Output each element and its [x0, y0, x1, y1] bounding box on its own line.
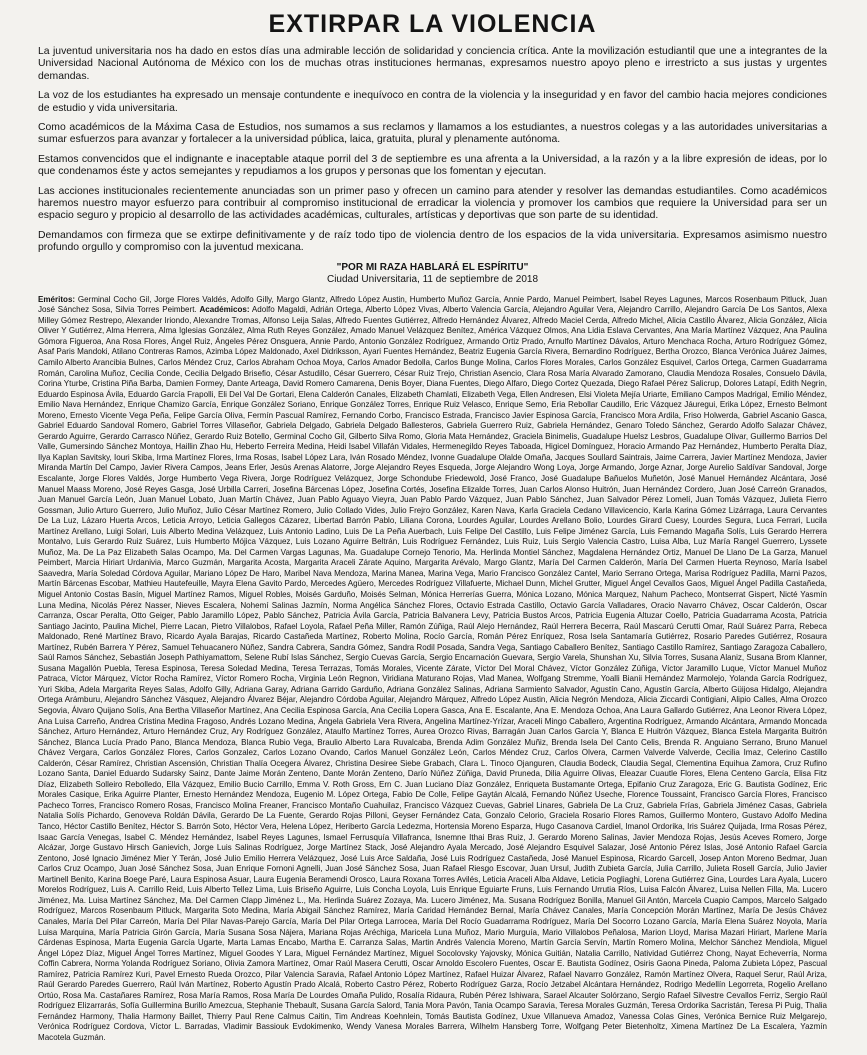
paragraph: Demandamos con firmeza que se extirpe definitivamente y de raíz todo tipo de violencia dentro de los espacios de la vida universitaria. Expresamos asimismo nuestro profundo orgullo y compromiso con la juventud mexicana. — [38, 229, 827, 254]
emeritos-label: Eméritos: — [38, 294, 76, 304]
paragraph: La juventud universitaria nos ha dado en estos días una admirable lección de solidaridad y conciencia crítica. Ante la movilización estudiantil que une a integrantes de la Universidad Nacional Autónoma de México con los de muchas otras instituciones hermanas, expresamos nuestro apoyo pleno e irrestricto a sus justas y urgentes demandas. — [38, 46, 827, 82]
emeritos-names: Germinal Cocho Gil, Jorge Flores Valdés, Adolfo Gilly, Margo Glantz, Alfredo López Austin, Humberto Muñoz García, Annie Pardo, Manuel Peimbert, Isabel Reyes Lagunes, Marcos Rosenbaum Pitluck, Juan José Sánchez Sosa, Silvia Torres Peimbert. — [38, 294, 827, 315]
signatories-list — [38, 295, 827, 1055]
academicos-names: Adolfo Magaldi, Adrián Ortega, Alberto López Vivas, Alberto Valencia García, Alejandro Aguilar Vera, Alejandro Carrillo, Alejandro García De Los Santos, Alexa Milley Gómez Restrepo, Alexander Iriondo, Alexandre Tromas, Alfonso Leija Salas, Alfredo Fuentes Gutiérrez, Alfredo Hernández Álvarez, Alfredo Maciel Cerda, Alfredo Michel, Alicia Castillo Álvarez, Alicia González, Alicia Oliver Y Gutiérrez, Alma Herrera, Alma Iglesias González, Alma Ruth Reyes González, Amado Manuel Velázquez Benítez, América Vázquez Olmos, Ana Lidia Eslava Cervantes, Ana María Martínez Vázquez, Ana Paulina Gómora Figueroa, Ana Rosa Flores, Ángel Ruiz, Ángeles Pérez Onsguera, Annie Pardo, Antonio González Rodríguez, Armando Ortiz Prado, Arnulfo Martínez Dávalos, Arturo Menchaca Rocha, Arturo Rodríguez Gómez, Asaf Paris Mandoki, Atilano Contreras Ramos, Azimba López Maldonado, Axel Didriksson, Ayari Fuentes Hernández, Beatriz Eugenia García Rivera, Bernardino Rodríguez, Bertha Orozco, Blanca Verónica Juárez Jaimes, Camilo Alberto Arancibia Bulnes, Carlos Méndez Cruz, Carlos Abraham Ochoa Moya, Carlos Amador Bedolla, Carlos Bunge Molina, Carlos Flores Morales, Carlos González Esquivel, Carlos Ortega, Carmen Guadarrama Román, Carolina Muñoz, Cecilia Conde, Cecilia Delgado Brisefio, César Astudillo, César Guerrero, César Ruiz Trejo, Christian Asencio, Clara Rosa María Alvarado Zamorano, Claudia Mendoza Rosales, Consuelo Dávila, Corina Yturbe, Cristina Piña Barba, Damien Formey, Dante Arteaga, David Romero Camarena, Denis Boyer, Diana Fuentes, Diego Alfaro, Diego Cortez Quezada, Diego Rafael Pérez Salicrup, Dolores Latapí, Edith Negrin, Eduardo Espinosa Ávila, Eduardo García Frapolli, Eli Del Val De Gortari, Elena Calderón Canales, Elizabeth Chamlati, Elizabeth Vega, Ellen Andresen, Elsi Violeta Mejía Uriarte, Emiliano Campos Madrigal, Emilio Méndez, Emilio Nava Hernández, Enrique Chamizo García, Enrique González Soriano, Enrique González Torres, Enrique Ruiz Velasco, Enrique Semo, Eria Rebollar Caudillo, Eric Vázquez Jáuregui, Erika López, Ernesto Belmont Moreno, Ernesto Vicente Vega Peña, Felipe García Oliva, Fermín Pascual Ramírez, Fernando Corbo, Francisco Estrada, Francisco Javier Espinosa García, Francisco Mora Ardila, Friso Holwerda, Gabriel Ascanio Gasca, Gabriel Eduardo Sandoval Romero, Gabriel Torres Villaseñor, Gabriela Delgado, Gabriela Delgado Ballesteros, Gabriela Guerrero Ruiz, Gabriela Hernández, Genaro Toledo Sánchez, Gerardo Adolfo Salazar Chávez, Gerardo Aguirre, Gerardo Carrasco Núñez, Gerardo Ruiz Botello, Germinal Cocho Gil, Gilberto Silva Romo, Gloria Mata Hernández, Graciela Binimelis, Guadalupe Huelsz Lesbros, Guadalupe Olivar, Guillermo Barrios Del Valle, Gumersindo Sánchez Montoya, Haillin Zhao Hu, Heberto Ferreira Medina, Heidi Isabel Villafán Vidales, Hermenegildo Reyes Taboada, Higicel Domínguez, Horacio Armando Paz Hernández, Humberto Peralta Díaz, Ilya Kaplan Savitsky, Iouri Skiba, Irma Martínez Flores, Irma Rosas, Isabel López Lara, Iván Rosado Méndez, Ivonne Guadalupe Olalde Omaña, Jacques Soullard Saintrais, Jaime Carrera, Javier Martínez Mendoza, Javier Miranda Martín Del Campo, Javier Rivera Campos, Jeans Erler, Jesús Arenas Alatorre, Jorge Alejandro Reyes Esqueda, Jorge Alejandro Wong Loya, Jorge Armando, Jorge Aznar, Jorge Aurelio Saldívar Sandoval, Jorge Escalante, Jorge Flores Valdés, Jorge Humberto Vega Rivera, Jorge Rodríguez Velázquez, Jorge Schondube Friedewold, José Franco, José Guadalupe Bañuelos Muñetón, José Manuel Hernández Alcántara, José Manuel Maass Moreno, José Reyes Gasga, José Urbilla Carreri, Josefina Bárcenas López, Josefina Cortés, Josefina Elizalde Torres, Juan Carlos Alonso Huitrón, Juan Hernández Cordero, Juan José Carreón Granados, Juan Manuel García León, Juan Manuel Lobato, Juan Martín Chávez, Juan Pablo Aguayo Vieyra, Juan Pablo Pardo Vázquez, Juan Pablo Sánchez, Juan Salvador Pérez Lomelí, Juan Tomás Vázquez, Julieta Fierro Gossman, Julio Arturo Guerrero, Julio Muñoz, Julio César Martínez Romero, Julio Collado Vides, Julio Frejro González, Karen Nava, Karla Graciela Cedano Villavicencio, Karla Karina Gómez Lizárraga, Laura Cervantes De La Luz, Lázaro Huerta Arcos, Leticia Arroyo, Leticia Gallegos Cázarez, Libertad Barrón Pablo, Liliana Corona, Lourdes Aguilar, Lourdes Arellano Bolio, Lourdes Girard Cuesy, Lourdes Segura, Luca Ferrari, Lucila Martínez Arellano, Luigi Solari, Luis Alberto Medina Velázquez, Luis Antonio Ladino, Luis De La Peña Auerbach, Luis Felipe Del Castillo, Luis Felipe Jiménez García, Luis Fernando Magaña Solís, Luis Gerardo Herrera Montalvo, Luis Gerardo Ruiz Suárez, Luis Humberto Mójica Vázquez, Luis Lozano Aguirre Beltrán, Luis Rodríguez Fernández, Luis Ruiz, Luis Sergio Valencia Castro, Luisa Alba, Luz María Rangel Guerrero, Lyssete Muñoz, Ma. De La Paz Elizabeth Salas Ocampo, Ma. Del Carmen Vargas Lagunas, Ma. Guadalupe Cornejo Tenorio, Ma. Herlinda Montiel Sánchez, Magdalena Hernández Ortiz, Manuel De Llano De La Garza, Manuel Peimbert, Marcia Hiriart Urdanivia, Marco Guzmán, Margarita Acosta, Margarita Araceli Zárate Aquino, Margarita Arévalo, Margo Glantz, María Del Carmen Calderón, María Del Carmen Huerta Reynoso, María Isabel Saavedra, María Soledad Córdova Aguilar, Mariano López De Haro, Maribel Nava Mendoza, Marina Manea, Marina Vega, Mario Francisco González Cantel, Mario Serrano Ortega, Marisa Rodríguez Padilla, Marni Pazos, Martín Bárcenas Escobar, Mathieu Hautefeuille, Mayra Elena Gavito Pardo, Mercedes Agüero, Mercedes Rodríguez Villafuerte, Michael Dunn, Michel Grutter, Miguel Ángel Cevallos Gaos, Miguel Ángel Padilla Castañeda, Miguel Antonio Costas Basín, Miguel Martínez Ramos, Miguel Robles, Moisés Garduño, Moisés Selman, Mónica Herrerías Guerra, Mónica Lozano, Mónica Marquez, Nahum Pacheco, Montserrat Gispert, Nicté Yasmín Luna Medina, Nicolás Pérez Nasser, Nieves Escalera, Nohemí Salinas Jazmín, Norma Angélica Sánchez Flores, Octavio Estrada Castillo, Octavio García Valladares, Oracio Navarro Chávez, Oscar Calderón, Oscar Carranza, Oscar Peralta, Otto Geiger, Pablo Jaramillo López, Pablo Sánchez, Patricia Ávila García, Patricia Balvanera Levy, Patricia Bustos Arcos, Patricia Eugenia Altuzar Coello, Patricia Guadarrama Acosta, Patricia Santiago Jacinto, Paulina Michel, Pierre Lacan, Pietro Villalobos, Rafael Loyola, Rafael Peña Miller, Ramón Zúñiga, Raúl Alejo Hernández, Raúl Herrera Becerra, Raúl Mascarú Cerutti Omar, Raúl Suárez Parra, Rebeca Maldonado, René Martínez Bravo, Ricardo Ayala Barajas, Ricardo Castañeda Martínez, Roberto Molina, Rocío García, Román Pérez Enríquez, Rosa Isela Santamaría Gutiérrez, Rosario Paredes Gutiérrez, Rosaura Martínez, Rubén Barrera Y Pérez, Samuel Tehuacanero Núñez, Sandra Cabrera, Sandra Gómez, Sandra Rodil Posada, Sandra Vega, Santiago Caballero Benítez, Santiago Castillo Ramírez, Santiago Zaragoza Caballero, Saúl Ramos Sánchez, Sebastián Joseph Pathiyamattom, Selene Rubí Islas Sánchez, Sergio Cuevas García, Sergio Encarnación Guevara, Sergio Varela, Shunshan Xu, Silvia Torres, Susana Alaniz, Susana Brom Klanner, Susana Magallón Puebla, Teresa Espinosa, Teresa Soledad Medina, Teresa Terrazas, Tomás Morales, Vicente Zárate, Víctor Del Moral Chávez, Víctor González Zúñiga, Víctor Jaramillo Luque, Víctor Manuel Muñoz Patraca, Víctor Márquez, Víctor Rocha Ramírez, Víctor Romero Rocha, Virginia León Regnon, Viridiana Maturano Rojas, Vlad Manea, Wolfgang Stremme, Yoalli Bianii Hernández Marmolejo, Yolanda García Rodríguez, Yuri Skiba, Adela Margarita Reyes Salas, Adolfo Gilly, Adriana Garay, Adriana Garrido Garduño, Adriana González Salinas, Adriana Sarmiento Salvador, Agustín Cano, Agustín García, Alberto Güijosa Hidalgo, Alejandra Ortega Arámburu, Alejandro Sánchez Vásquez, Alejandro Álvarez Béjar, Alejandro Córdoba Aguilar, Alejandro Márquez, Alfredo López Austin, Alicia Negrón Mendoza, Alicia Ziccardi Contigiani, Alipio Calles, Alma Orozco Segovia, Álvaro Quijano Solís, Ana Bertha Villaseñor Martínez, Ana Cecilia Espinosa García, Ana Cecilia Lopera Gasca, Ana E. Escalante, Ana E. Mendoza Ochoa, Ana Laura Gallardo Gutiérrez, Ana Leonor Rivera López, Ana Luisa Carreño, Andrea Cristina Medina Fragoso, Andrés Lozano Medina, Ángela Gabriela Vera Rivera, Angelina Martínez-Yrízar, Araceli Mingo Caballero, Argentina Rodríguez, Armando Alcántara, Armando Moncada Sánchez, Arturo Hernández, Arturo Hernández Cruz, Ary Rodríguez González, Ataulfo Martínez Torres, Aurea Orozco Rivas, Barragán Juan Carlos García Y, Blanca E Huitrón Vázquez, Blanca Estela Margarita Buitrón Sánchez, Blanca Lucía Prado Pano, Blanca Mendoza, Blanca Rubio Vega, Braulio Alberto Lara Ruvalcaba, Brenda Adim González Muñiz, Brenda Isela Del Canto Celis, Brenda R. Anguiano Serrano, Bruno Manuel Chávez Vergara, Carlos González Flores, Carlos Gonzalez, Carlos Lozano Ovando, Carlos Manuel González León, Carlos Méndez Cruz, Carlos Olvera, Carmen Valverde Valverde, Cecilia Imaz, Celerino Castillo Calderón, César Ramírez, Christian Ascensión, Christian Thalía Ocegera Álvarez, Christina Desiree Siebe Grabach, Clara L. Tinoco Ojanguren, Claudia Bodeck, Claudia Segal, Clementina Equihua Zamora, Cruz Rufino Lozano Santa, Daniel Eduardo Sudarsky Sainz, Dante Jaime Morán Zenteno, Dante Morán Zenteno, Darío Núñez Zúñiga, David Pruneda, Dilia Aguirre Olivas, Eleazar Cuautle Flores, Elena Centeno García, Elisa Fitz Díaz, Elizabeth Solleiro Rebolledo, Ella Vázquez, Emilio Bucio Carrillo, Emma V. Roth Gross, Ern C. Juan Luciano Díaz González, Enriqueta Bustamante Ortega, Epifanio Cruz Zaragoza, Eric G. Bautista Godínez, Eric Morales Casique, Erika Aguirre Planter, Ernesto Hernández Mendoza, Eugenio M. López Ortega, Fabio De Colle, Felipe Gaytán Alcalá, Fernando Núñez Useche, Florence Toussaint, Francisco García Flores, Francisco Pacheco Torres, Francisco Romero Rosas, Francisco Molina Freaner, Francisco Montaño Cuahuilaz, Francisco Vázquez Cuevas, Gabriel Linares, Gabriela De La Cruz, Gabriela Frías, Gabriela Jiménez Casas, Gabriela Natalia Solís Pichardo, Genoveva Roldán Dávila, Gerardo De La Fuente, Gerardo Rojas Pilloni, Geyser Fernández Cata, Gonzalo Celorio, Graciela Rosario Flores Ramos, Guillermo Montero, Gustavo Adolfo Medina Tanco, Héctor Castillo Benítez, Héctor S. Barrón Soto, Héctor Vera, Helena López, Heriberto García Ledezma, Hortensia Moreno Esparza, Hugo Casanova Cardiel, Imanol Ordorika, Iris Suárez Quijada, Irma Rosas Pérez, Isaac García Venegas, Isabel C. Méndez Hernández, Isabel Reyes Lagunes, Ismael Ferrusquía Villafranca, Isnemne Ithai Bras Ruiz, J. Gerardo Moreno Salinas, Javier Mendoza Rojas, Jesús Aceves Romero, Jorge Alcázar, Jorge Gustavo Hirsch Ganievich, Jorge Luis Salinas Rodríguez, Jorge Martínez Stack, José Alejandro Ayala Mercado, José Alejandro Esquivel Salazar, José Antonio Pérez Islas, José Antonio Rafael García Zentono, José Ignacio Jiménez Mier Y Terán, José Julio Emilio Herrera Velázquez, José Luis Arce Saldaña, José Luis Rodríguez Castañeda, José Manuel Espinosa, Ricardo Garcell, Josep Anton Moreno Bedmar, Juan Carlos Cruz Ocampo, Juan José Sánchez Sosa, Juan Enrique Fornoni Agnelli, Juan José Sánchez Sosa, Juan Rafael Riesgo Escovar, Juan Ursul, Judith Zubieta García, Julia Carrillo, Julieta Rosell García, Julio Javier Martinell Benito, Karina Boege Paré, Laura Espinosa Asuar, Laura Eugenia Beramendi Orosco, Laura Roxana Torres Avilés, Leticia Araceli Alba Aldave, Leticia Pogliaghi, Lorena Gutiérrez Gina, Lourdes Lara Ayala, Lucero Morelos Rodríguez, Luis A. Carrillo Reid, Luis Alberto Tellez Lima, Luis Briseño Aguirre, Luis Concha Loyola, Luis Enrique Eguiarte Fruns, Luis Fernando Urrutia Ríos, Luisa Falcón Álvarez, Luisa Nellen Filla, Ma. Lucero Jiménez, Ma. Luisa Martínez Sánchez, Ma. Del Carmen Clapp Jiménez L., Ma. Herlinda Suárez Zozaya, Ma. Lucero Jiménez, Ma. Susana Rodríguez Bonilla, Manuel Gil Antón, Marcela Cuapio Campos, Marcelo Salgado Rodríguez, Marcos Rosenbaum Pitluck, Margarita Soto Medina, María Abigail Sánchez Ramírez, María Caridad Hernández Bernal, María Chávez Canales, María Concepción Morán Martínez, María De Jesús Chávez Canales, María Del Pilar Carreón, María Del Pilar Navas-Parejo García, María Del Pilar Ortega Larrocea, María Del Rocío Guadarrama Rodríguez, María Del Socorro Lozano García, María Elena Suárez Noyola, María Luisa Marquina, María Patricia Girón García, María Susana Sosa Nájera, Mariana Rojas Aréchiga, Maricela Luna Muñoz, Mario Murguía, Mario Villalobos Peñalosa, Marion Lloyd, Marisa Mazari Hiriart, Marlene María Cárdenas Espinosa, Marta Eugenia García Ugarte, Marta Lamas Encabo, Martha E. Carranza Salas, Martin Andrés Valencia Moreno, Martín García Servín, Martín Romero Molina, Melchor Sánchez Mendiola, Miguel Ángel López Díaz, Miguel Ángel Torres Martínez, Miguel Goodes Y Lara, Miguel Fernández Martínez, Miguel Socolovsky Yajovsky, Mónica Guitián, Natalia Carrillo, Natividad Gutiérrez Chong, Nayat Echeverría, Norma Coffin Cabrera, Norma Yolanda Rodríguez Soriano, Olivia Zamora Martínez, Omar Raúl Masera Cerutti, Oscar Arnoldo Escolero Fuentes, Oscar E. Bautista Godínez, Osiris Gaona Pineda, Paloma Zubieta López, Pascual Ramírez, Patricia Ramírez Kuri, Pavel Ernesto Rueda Orozco, Pilar Valencia Saravia, Rafael Antonio López Martínez, Rafael Huizar Álvarez, Rafael Navarro González, Ramón Martínez Olvera, Raquel Serur, Raúl Ariza, Raúl Gerardo Paredes Guerrero, Raúl Iván Martínez, Roberto Agustín Prado Alcalá, Roberto Castro Pérez, Roberto Rodríguez Garza, Rocío Jetzabel Alcántara Hernández, Rodrigo Medellín Legorreta, Rogelio Arellano Ortúo, Rosa Ma. Castañares Ramírez, Rosa María Ramos, Rosa María De Lourdes Omaña Pulido, Rosalía Ridaura, Rubén Pérez Ishiwara, Sarael Alcauter Solórzano, Sergio Rafael Silvestre Cevallos Ferriz, Sergio Raúl Rodríguez Elizarrarás, Sofía Guillermina Burillo Amezcua, Stephanie Thebault, Susana García Salord, Tania Mora Pavón, Tania Ocampo Saravia, Teresa Morales Guzmán, Teresa Ordorika Sacristán, Teresa Pi Puig, Thalia Fernández Harmony, Thalia Harmony Baillet, Thierry Paul Rene Calmus Caitin, Tim Andreas Koehnlein, Tomás Bautista Godínez, Uxue Villanueva Amadoz, Vanessa Colas Gines, Verónica Bernice Ruiz Melgarejo, Verónica Rodríguez Cordova, Víctor L. Barradas, Vladimir Bassiouk Evdokimenko, Wendy Vanesa Morales Barrera, Wilhelm Hansberg Torre, Wolfgang Peter Bietenholtz, Ximena Martínez De La Escalera, Yazmín Macotela Guzmán. — [38, 305, 827, 1042]
page-title: EXTIRPAR LA VIOLENCIA — [268, 10, 597, 38]
academicos-label: Académicos: — [199, 305, 250, 315]
paragraph: Las acciones institucionales recientemente anunciadas son un primer paso y ofrecen un camino para atender y resolver las demandas estudiantiles. Como académicos haremos nuestro mayor esfuerzo para contribuir al compromiso institucional de erradicar la violencia y promover los cambios que requiere la Universidad para ser un espacio seguro y propicio al desarrollo de las actividades académicas, culturales, artísticas y deportivas que son parte de su identidad. — [38, 185, 827, 222]
motto: "POR MI RAZA HABLARÁ EL ESPÍRITU" — [336, 261, 529, 273]
paragraph: La voz de los estudiantes ha expresado un mensaje contundente e inequívoco en contra de la violencia y la inseguridad y en favor del cambio hacia mejores condiciones de estudio y vida universitaria. — [38, 90, 827, 114]
paragraph: Como académicos de la Máxima Casa de Estudios, nos sumamos a sus reclamos y llamamos a los estudiantes, a nuestros colegas y a las autoridades universitarias a sumar esfuerzos para avanzar y fortalecer a la universidad pública, laica, gratuita, plural y plenamente autónoma. — [38, 122, 827, 146]
paragraph: Estamos convencidos que el indignante e inaceptable ataque porril del 3 de septiembre es una afrenta a la Universidad, a la razón y a la libre expresión de ideas, por lo que condenamos éste y actos semejantes y repudiamos a los grupos y personas que los fomentan y ejecutan. — [38, 153, 827, 178]
place-date: Ciudad Universitaria, 11 de septiembre de 2018 — [326, 273, 539, 285]
